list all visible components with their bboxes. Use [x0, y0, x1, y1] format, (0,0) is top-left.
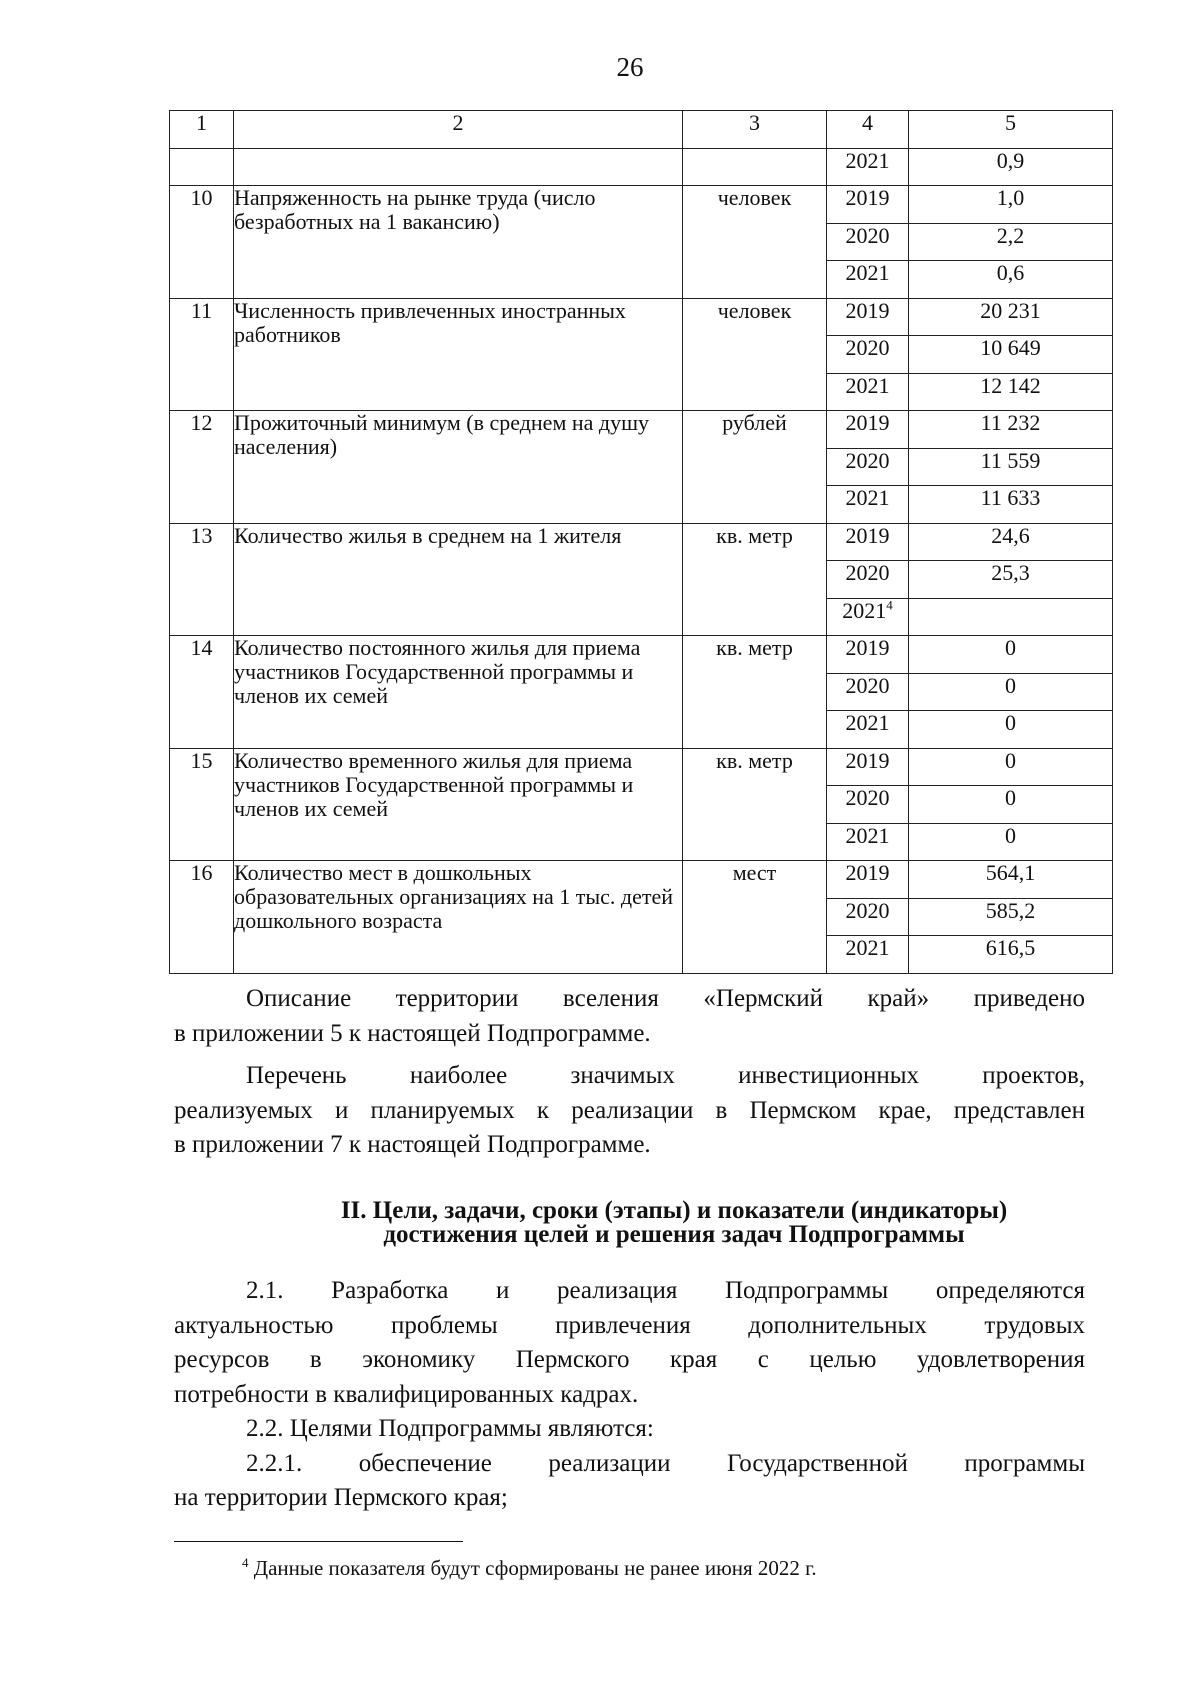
value-cell: 585,2 [909, 898, 1113, 936]
heading-line: достижения целей и решения задач Подпрограммы [383, 1221, 965, 1248]
year-text: 2019 [845, 185, 890, 210]
unit-cell: кв. метр [683, 636, 827, 749]
year-cell [827, 448, 909, 486]
year-cell [827, 936, 909, 974]
value-cell: 24,6 [909, 523, 1113, 561]
year-text: 2021 [845, 372, 890, 398]
text-line: реализуемых и планируемых к реализации в Пермском крае, представлен [174, 1096, 1085, 1124]
text-line: 2.1. Разработка и реализация Подпрограммы определяются [246, 1277, 1085, 1304]
empty-cell [683, 148, 827, 186]
value-cell: 11 633 [909, 486, 1113, 524]
text-line: 2.2. Целями Подпрограммы являются: [246, 1415, 654, 1442]
value-cell: 616,5 [909, 936, 1113, 974]
text-line: Описание территории вселения «Пермский край» приведено [246, 985, 1085, 1012]
year-text: 2019 [845, 410, 890, 435]
unit-cell: рублей [683, 411, 827, 524]
text-line: ресурсов в экономику Пермского края с целью удовлетворения [174, 1346, 1085, 1373]
indicator-name-cell: Количество временного жилья для приема участников Государственной программы и членов их семей [234, 748, 683, 861]
footnote-marker: 4 [242, 1555, 249, 1570]
row-number-cell: 15 [170, 748, 234, 861]
year-cell [827, 673, 909, 711]
indicator-name-cell: Прожиточный минимум (в среднем на душу населения) [234, 411, 683, 524]
value-cell: 0 [909, 823, 1113, 861]
text-line: в приложении 7 к настоящей Подпрограмме. [174, 1131, 651, 1158]
footnote [242, 1556, 817, 1581]
header-cell: 5 [909, 111, 1113, 149]
header-cell: 3 [683, 111, 827, 149]
value-cell [909, 598, 1113, 636]
text-line: 2.2.1. обеспечение реализации Государственной программы [246, 1449, 1085, 1477]
table-row [170, 636, 1113, 674]
table-row [170, 748, 1113, 786]
value-cell: 25,3 [909, 561, 1113, 599]
table-row [170, 148, 1113, 186]
value-cell: 11 232 [909, 411, 1113, 449]
year-cell [827, 186, 909, 224]
year-text: 2019 [845, 635, 890, 660]
year-cell [827, 223, 909, 261]
unit-cell: человек [683, 298, 827, 411]
header-cell: 2 [234, 111, 683, 149]
value-cell: 12 142 [909, 373, 1113, 411]
unit-cell: мест [683, 861, 827, 974]
year-cell [827, 636, 909, 674]
unit-cell: кв. метр [683, 523, 827, 636]
empty-cell [170, 148, 234, 186]
year-text: 2021 [845, 822, 890, 848]
indicator-name-cell: Количество жилья в среднем на 1 жителя [234, 523, 683, 636]
year-text: 2021 [842, 597, 887, 623]
row-number-cell: 10 [170, 186, 234, 299]
year-cell [827, 898, 909, 936]
table-row [170, 411, 1113, 449]
heading-line: II. Цели, задачи, сроки (этапы) и показатели (индикаторы) [340, 1197, 1008, 1224]
year-cell [827, 261, 909, 299]
table-row [170, 298, 1113, 336]
year-text: 2021 [845, 710, 890, 735]
year-text: 2020 [845, 560, 890, 585]
year-cell [827, 486, 909, 524]
text-line: потребности в квалифицированных кадрах. [174, 1380, 639, 1408]
year-cell [827, 861, 909, 899]
value-cell: 0 [909, 711, 1113, 749]
indicator-name-cell: Количество мест в дошкольных образовательных организациях на 1 тыс. детей дошкольного возраста [234, 861, 683, 974]
value-cell: 0 [909, 786, 1113, 824]
indicator-name-cell: Напряженность на рынке труда (число безработных на 1 вакансию) [234, 186, 683, 299]
table-header-row [170, 111, 1113, 149]
text-line: на территории Пермского края; [174, 1484, 508, 1511]
value-cell: 11 559 [909, 448, 1113, 486]
year-text: 2021 [845, 935, 890, 960]
footnote-text: Данные показателя будут сформированы не ранее июня 2022 г. [248, 1556, 817, 1580]
text-line: Перечень наиболее значимых инвестиционных проектов, [246, 1062, 1085, 1089]
year-text: 2019 [845, 860, 890, 885]
year-cell [827, 748, 909, 786]
year-cell [827, 373, 909, 411]
indicator-name-cell: Численность привлеченных иностранных работников [234, 298, 683, 411]
value-cell: 0 [909, 748, 1113, 786]
row-number-cell: 14 [170, 636, 234, 749]
year-cell [827, 411, 909, 449]
row-number-cell: 16 [170, 861, 234, 974]
year-cell: 2021 [827, 148, 909, 186]
value-cell: 1,0 [909, 186, 1113, 224]
unit-cell: человек [683, 186, 827, 299]
value-cell: 0,9 [909, 148, 1113, 186]
year-cell [827, 298, 909, 336]
year-cell [827, 523, 909, 561]
indicator-name-cell: Количество постоянного жилья для приема участников Государственной программы и членов их семей [234, 636, 683, 749]
year-text: 2020 [845, 897, 890, 923]
footnote-separator [174, 1541, 463, 1542]
year-cell [827, 336, 909, 374]
year-text: 2021 [845, 260, 890, 285]
page-number: 26 [616, 52, 644, 82]
header-cell: 1 [170, 111, 234, 149]
year-cell [827, 561, 909, 599]
year-text: 2019 [845, 297, 890, 323]
year-cell [827, 823, 909, 861]
year-text: 2020 [845, 785, 890, 810]
year-cell [827, 598, 909, 636]
table-row [170, 186, 1113, 224]
value-cell: 20 231 [909, 298, 1113, 336]
text-line: актуальностью проблемы привлечения дополнительных трудовых [174, 1311, 1085, 1339]
table-row [170, 861, 1113, 899]
year-text: 2019 [845, 747, 890, 773]
header-cell: 4 [827, 111, 909, 149]
year-text: 2020 [845, 335, 890, 360]
row-number-cell: 13 [170, 523, 234, 636]
value-cell: 10 649 [909, 336, 1113, 374]
value-cell: 0,6 [909, 261, 1113, 299]
value-cell: 0 [909, 673, 1113, 711]
table-row [170, 523, 1113, 561]
value-cell: 564,1 [909, 861, 1113, 899]
paragraph-territory [174, 982, 1085, 1051]
value-cell: 0 [909, 636, 1113, 674]
footnote-ref: 4 [886, 597, 893, 613]
indicators-table [169, 110, 1113, 974]
section-heading [174, 1199, 1174, 1247]
row-number-cell: 11 [170, 298, 234, 411]
year-text: 2021 [845, 485, 890, 510]
year-text: 2019 [845, 522, 890, 548]
value-cell: 2,2 [909, 223, 1113, 261]
row-number-cell: 12 [170, 411, 234, 524]
year-text: 2020 [845, 447, 890, 473]
year-text: 2020 [845, 672, 890, 698]
paragraph-projects [174, 1059, 1085, 1163]
year-cell [827, 711, 909, 749]
paragraph-2-1 [174, 1274, 1085, 1516]
year-cell [827, 786, 909, 824]
empty-cell [234, 148, 683, 186]
text-line: в приложении 5 к настоящей Подпрограмме. [174, 1019, 651, 1047]
unit-cell: кв. метр [683, 748, 827, 861]
year-text: 2020 [845, 222, 890, 248]
